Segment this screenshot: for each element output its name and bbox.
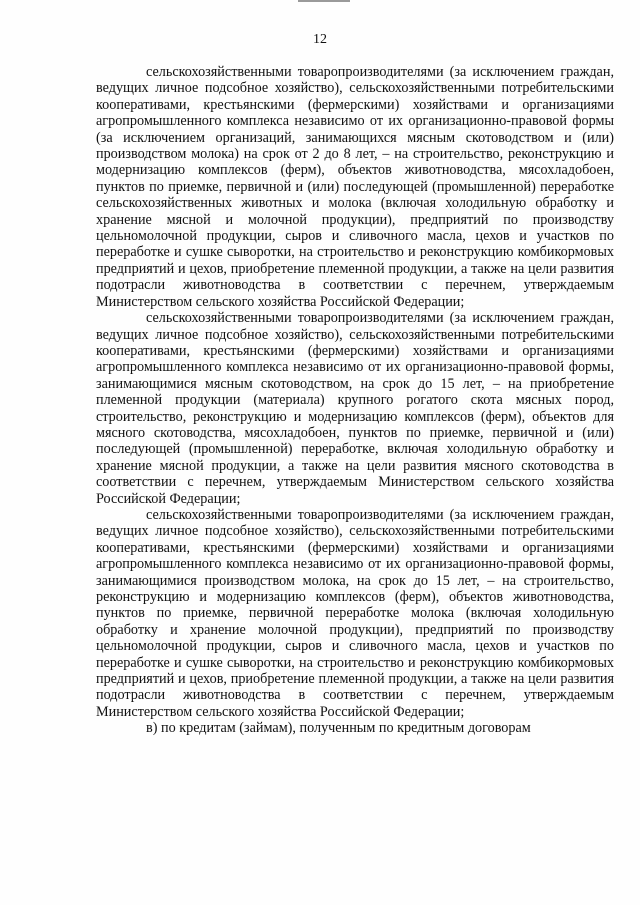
document-body <box>96 64 614 737</box>
paragraph-milk-production: сельскохозяйственными товаропроизводителями (за исключением граждан, ведущих личное подсобное хозяйство), сельскохозяйственными потребительскими кооперативами, крестьянскими (фермерскими) хозяйствами и организациями агропромышленного комплекса независимо от их организационно-правовой формы, занимающимися производством молока, на срок до 15 лет, – на строительство, реконструкцию и модернизацию комплексов (ферм), объектов животноводства, пунктов по приемке, первичной переработке молока (включая холодильную обработку и хранение молочной продукции), предприятий по производству цельномолочной продукции, сыров и сливочного масла, цехов и участков по переработке и сушке сыворотки, на строительство и реконструкцию комбикормовых предприятий и цехов, приобретение племенной продукции, а также на цели развития подотрасли животноводства в соответствии с перечнем, утверждаемым Министерством сельского хозяйства Российской Федерации; <box>96 506 614 720</box>
paragraph-item-v: в) по кредитам (займам), полученным по кредитным договорам <box>146 720 531 737</box>
paragraph-meat-dairy-general: сельскохозяйственными товаропроизводителями (за исключением граждан, ведущих личное подсобное хозяйство), сельскохозяйственными потребительскими кооперативами, крестьянскими (фермерскими) хозяйствами и организациями агропромышленного комплекса независимо от их организационно-правовой формы (за исключением организаций, занимающихся мясным скотоводством и (или) производством молока) на срок от 2 до 8 лет, – на строительство, реконструкцию и модернизацию комплексов (ферм), объектов животноводства, мясохладобоен, пунктов по приемке, первичной и (или) последующей (промышленной) переработке сельскохозяйственных животных и молока (включая холодильную обработку и хранение мясной и молочной продукции), предприятий по производству цельномолочной продукции, сыров и сливочного масла, цехов и участков по переработке и сушке сыворотки, на строительство и реконструкцию комбикормовых предприятий и цехов, приобретение племенной продукции, а также на цели развития подотрасли животноводства в соответствии с перечнем, утверждаемым Министерством сельского хозяйства Российской Федерации; <box>96 64 614 310</box>
page-number: 12 <box>313 32 327 47</box>
paragraph-meat-cattle: сельскохозяйственными товаропроизводителями (за исключением граждан, ведущих личное подсобное хозяйство), сельскохозяйственными потребительскими кооперативами, крестьянскими (фермерскими) хозяйствами и организациями агропромышленного комплекса независимо от их организационно-правовой формы, занимающимися мясным скотоводством, на срок до 15 лет, – на приобретение племенной продукции (материала) крупного рогатого скота мясных пород, строительство, реконструкцию и модернизацию комплексов (ферм), объектов для мясного скотоводства, мясохладобоен, пунктов по приемке, первичной и (или) последующей (промышленной) переработке, включая холодильную обработку и хранение мясной продукции, а также на цели развития мясного скотоводства в соответствии с перечнем, утверждаемым Министерством сельского хозяйства Российской Федерации; <box>96 310 614 507</box>
page-top-divider <box>298 0 350 2</box>
